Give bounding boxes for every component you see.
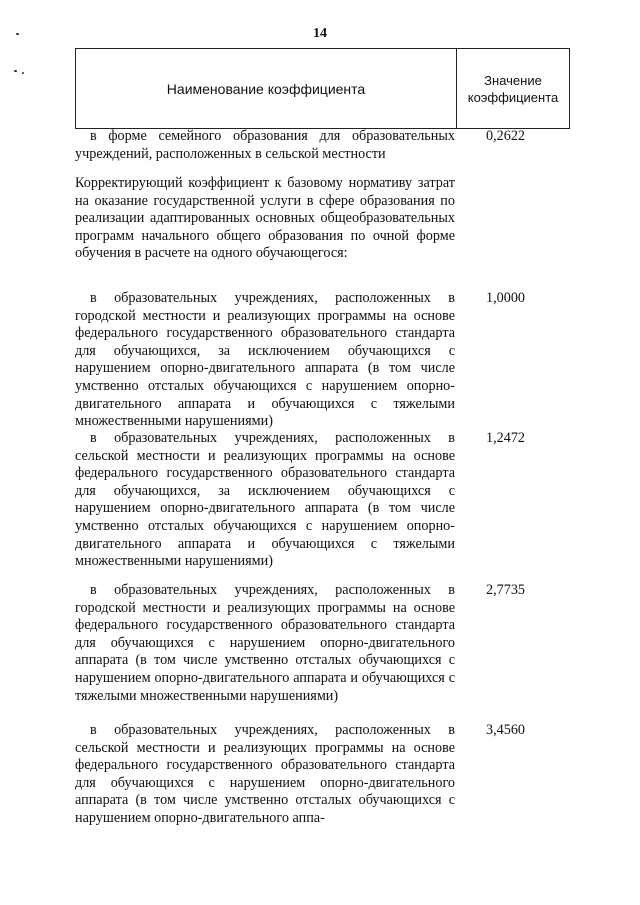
row-text: в образовательных учреждениях, расположенных в сельской местности и реализующих программы на основе федерального государственного образовательного стандарта для обучающихся, за исключением обучающихся с нарушением опорно-двигательного аппарата (в том числе умственно отсталых обучающихся с нарушением опорно-двигательного аппарата и обучающихся с тяжелыми множественными нарушениями)	[75, 430, 455, 570]
coefficient-table	[75, 48, 570, 129]
row-text: в форме семейного образования для образовательных учреждений, расположенных в сельской местности	[75, 128, 455, 162]
header-coefficient-value	[457, 49, 569, 128]
page-number: 14	[313, 26, 327, 41]
row-value: 3,4560	[486, 722, 526, 738]
row-value: 0,2622	[486, 128, 526, 144]
scan-speck	[16, 33, 19, 35]
row-value: 1,0000	[486, 290, 526, 306]
header-value-line2: коэффициента	[467, 89, 559, 105]
header-value-line1: Значение	[484, 72, 542, 88]
table-header	[75, 48, 570, 129]
row-text: в образовательных учреждениях, расположенных в сельской местности и реализующих программы на основе федерального государственного образовательного стандарта для обучающихся с нарушением опорно-двигательного аппарата (в том числе умственно отсталых обучающихся с нарушением опорно-двигательного аппа-	[75, 722, 455, 826]
row-text: в образовательных учреждениях, расположенных в городской местности и реализующих программы на основе федерального государственного образовательного стандарта для обучающихся, за исключением обучающихся с нарушением опорно-двигательного аппарата (в том числе умственно отсталых обучающихся с нарушением опорно-двигательного аппарата и обучающихся с тяжелыми множественными нарушениями)	[75, 290, 455, 430]
header-coefficient-name: Наименование коэффициента	[76, 49, 457, 128]
row-text: в образовательных учреждениях, расположенных в городской местности и реализующих программы на основе федерального государственного образовательного стандарта для обучающихся с нарушением опорно-двигательного аппарата (в том числе умственно отсталых обучающихся с нарушением опорно-двигательного аппарата и обучающихся с тяжелыми множественными нарушениями)	[75, 582, 455, 704]
scan-speck	[14, 70, 17, 72]
row-value: 1,2472	[486, 430, 526, 446]
row-text: Корректирующий коэффициент к базовому нормативу затрат на оказание государственной услуги в сфере образования по реализации адаптированных основных общеобразовательных программ начального общего образования по очной форме обучения в расчете на одного обучающегося:	[75, 175, 455, 262]
scan-speck	[22, 72, 24, 74]
row-value: 2,7735	[486, 582, 526, 598]
